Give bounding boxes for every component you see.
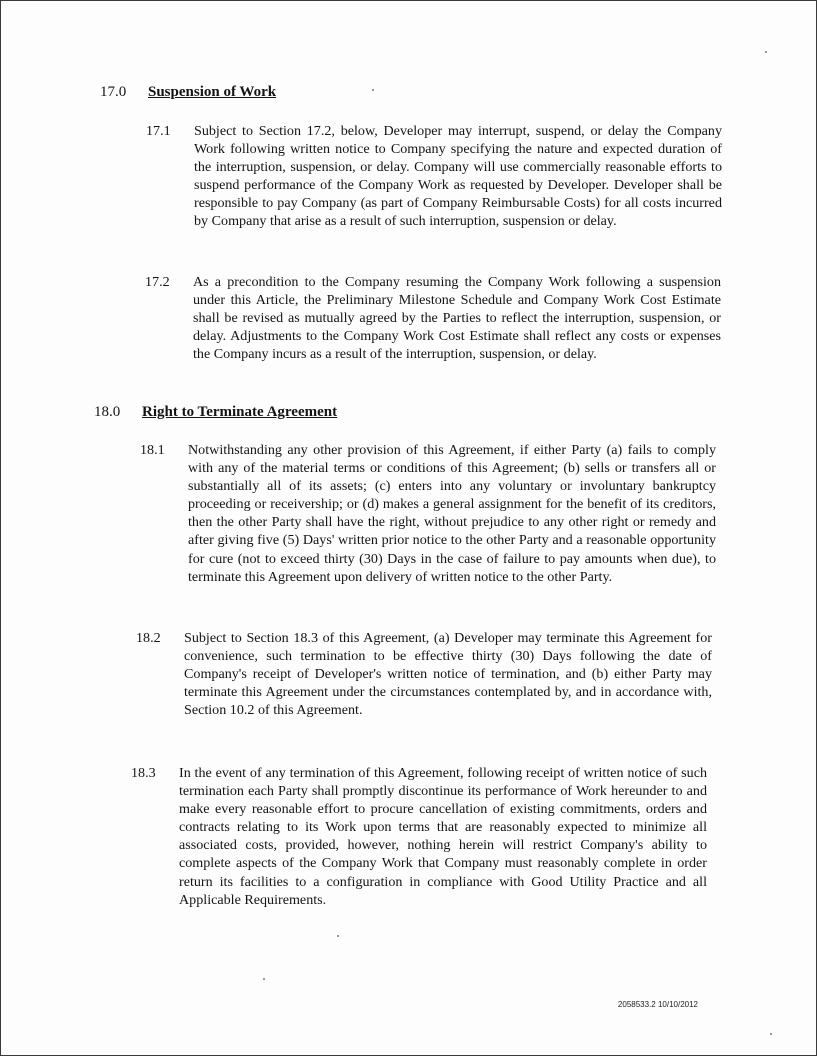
clause-number: 17.1 (146, 123, 171, 139)
clause-text: Notwithstanding any other provision of this Agreement, if either Party (a) fails to comply with any of the material terms or conditions of this Agreement; (b) sells or transfers all or substantially all of its assets; (c) enters into any voluntary or involuntary bankruptcy proceeding or receivership; or (d) makes a general assignment for the benefit of its creditors, then the other Party shall have the right, without prejudice to any other right or remedy and after giving five (5) Days' written prior notice to the other Party and a reasonable opportunity for cure (not to exceed thirty (30) Days in the case of failure to pay amounts when due), to terminate this Agreement upon delivery of written notice to the other Party. (188, 442, 716, 585)
clause-17-1 (146, 122, 722, 231)
clause-17-2 (145, 273, 721, 363)
clause-number: 17.2 (145, 274, 170, 290)
clause-text: Subject to Section 17.2, below, Developer may interrupt, suspend, or delay the Company Work following written notice to Company specifying the nature and expected duration of the interruption, suspension, or delay. Company will use commercially reasonable efforts to suspend performance of the Company Work as requested by Developer. Developer shall be responsible to pay Company (as part of Company Reimbursable Costs) for all costs incurred by Company that arise as a result of such interruption, suspension or delay. (194, 123, 722, 230)
clause-18-1 (140, 441, 716, 586)
section-heading-18 (94, 403, 337, 421)
section-title: Suspension of Work (148, 84, 277, 100)
clause-number: 18.3 (131, 765, 156, 781)
scan-speck (372, 89, 374, 91)
section-number: 17.0 (100, 84, 127, 100)
document-id-footer: 2058533.2 10/10/2012 (617, 1000, 698, 1009)
section-heading-17 (100, 83, 276, 101)
clause-number: 18.2 (136, 630, 161, 646)
section-title: Right to Terminate Agreement (142, 404, 338, 420)
scan-speck (263, 978, 265, 980)
scan-speck (765, 51, 767, 53)
scan-speck (770, 1033, 772, 1035)
clause-18-3 (131, 764, 707, 909)
clause-text: Subject to Section 18.3 of this Agreement, (a) Developer may terminate this Agreement for convenience, such termination to be effective thirty (30) Days following the date of Company's receipt of Developer's written notice of termination, and (b) either Party may terminate this Agreement under the circumstances contemplated by, and in accordance with, Section 10.2 of this Agreement. (184, 630, 712, 719)
clause-text: In the event of any termination of this Agreement, following receipt of written notice of such termination each Party shall promptly discontinue its performance of Work hereunder to and make every reasonable effort to procure cancellation of existing commitments, orders and contracts relating to its Work upon terms that are reasonably expected to minimize all associated costs, provided, however, nothing herein will restrict Company's ability to complete aspects of the Company Work that Company must reasonably complete in order return its facilities to a configuration in compliance with Good Utility Practice and all Applicable Requirements. (179, 765, 707, 908)
section-number: 18.0 (94, 404, 121, 420)
clause-number: 18.1 (140, 442, 165, 458)
clause-18-2 (136, 629, 712, 719)
scan-speck (337, 935, 339, 937)
clause-text: As a precondition to the Company resuming the Company Work following a suspension under this Article, the Preliminary Milestone Schedule and Company Work Cost Estimate shall be revised as mutually agreed by the Parties to reflect the interruption, suspension, or delay. Adjustments to the Company Work Cost Estimate shall reflect any costs or expenses the Company incurs as a result of the interruption, suspension, or delay. (193, 274, 721, 363)
